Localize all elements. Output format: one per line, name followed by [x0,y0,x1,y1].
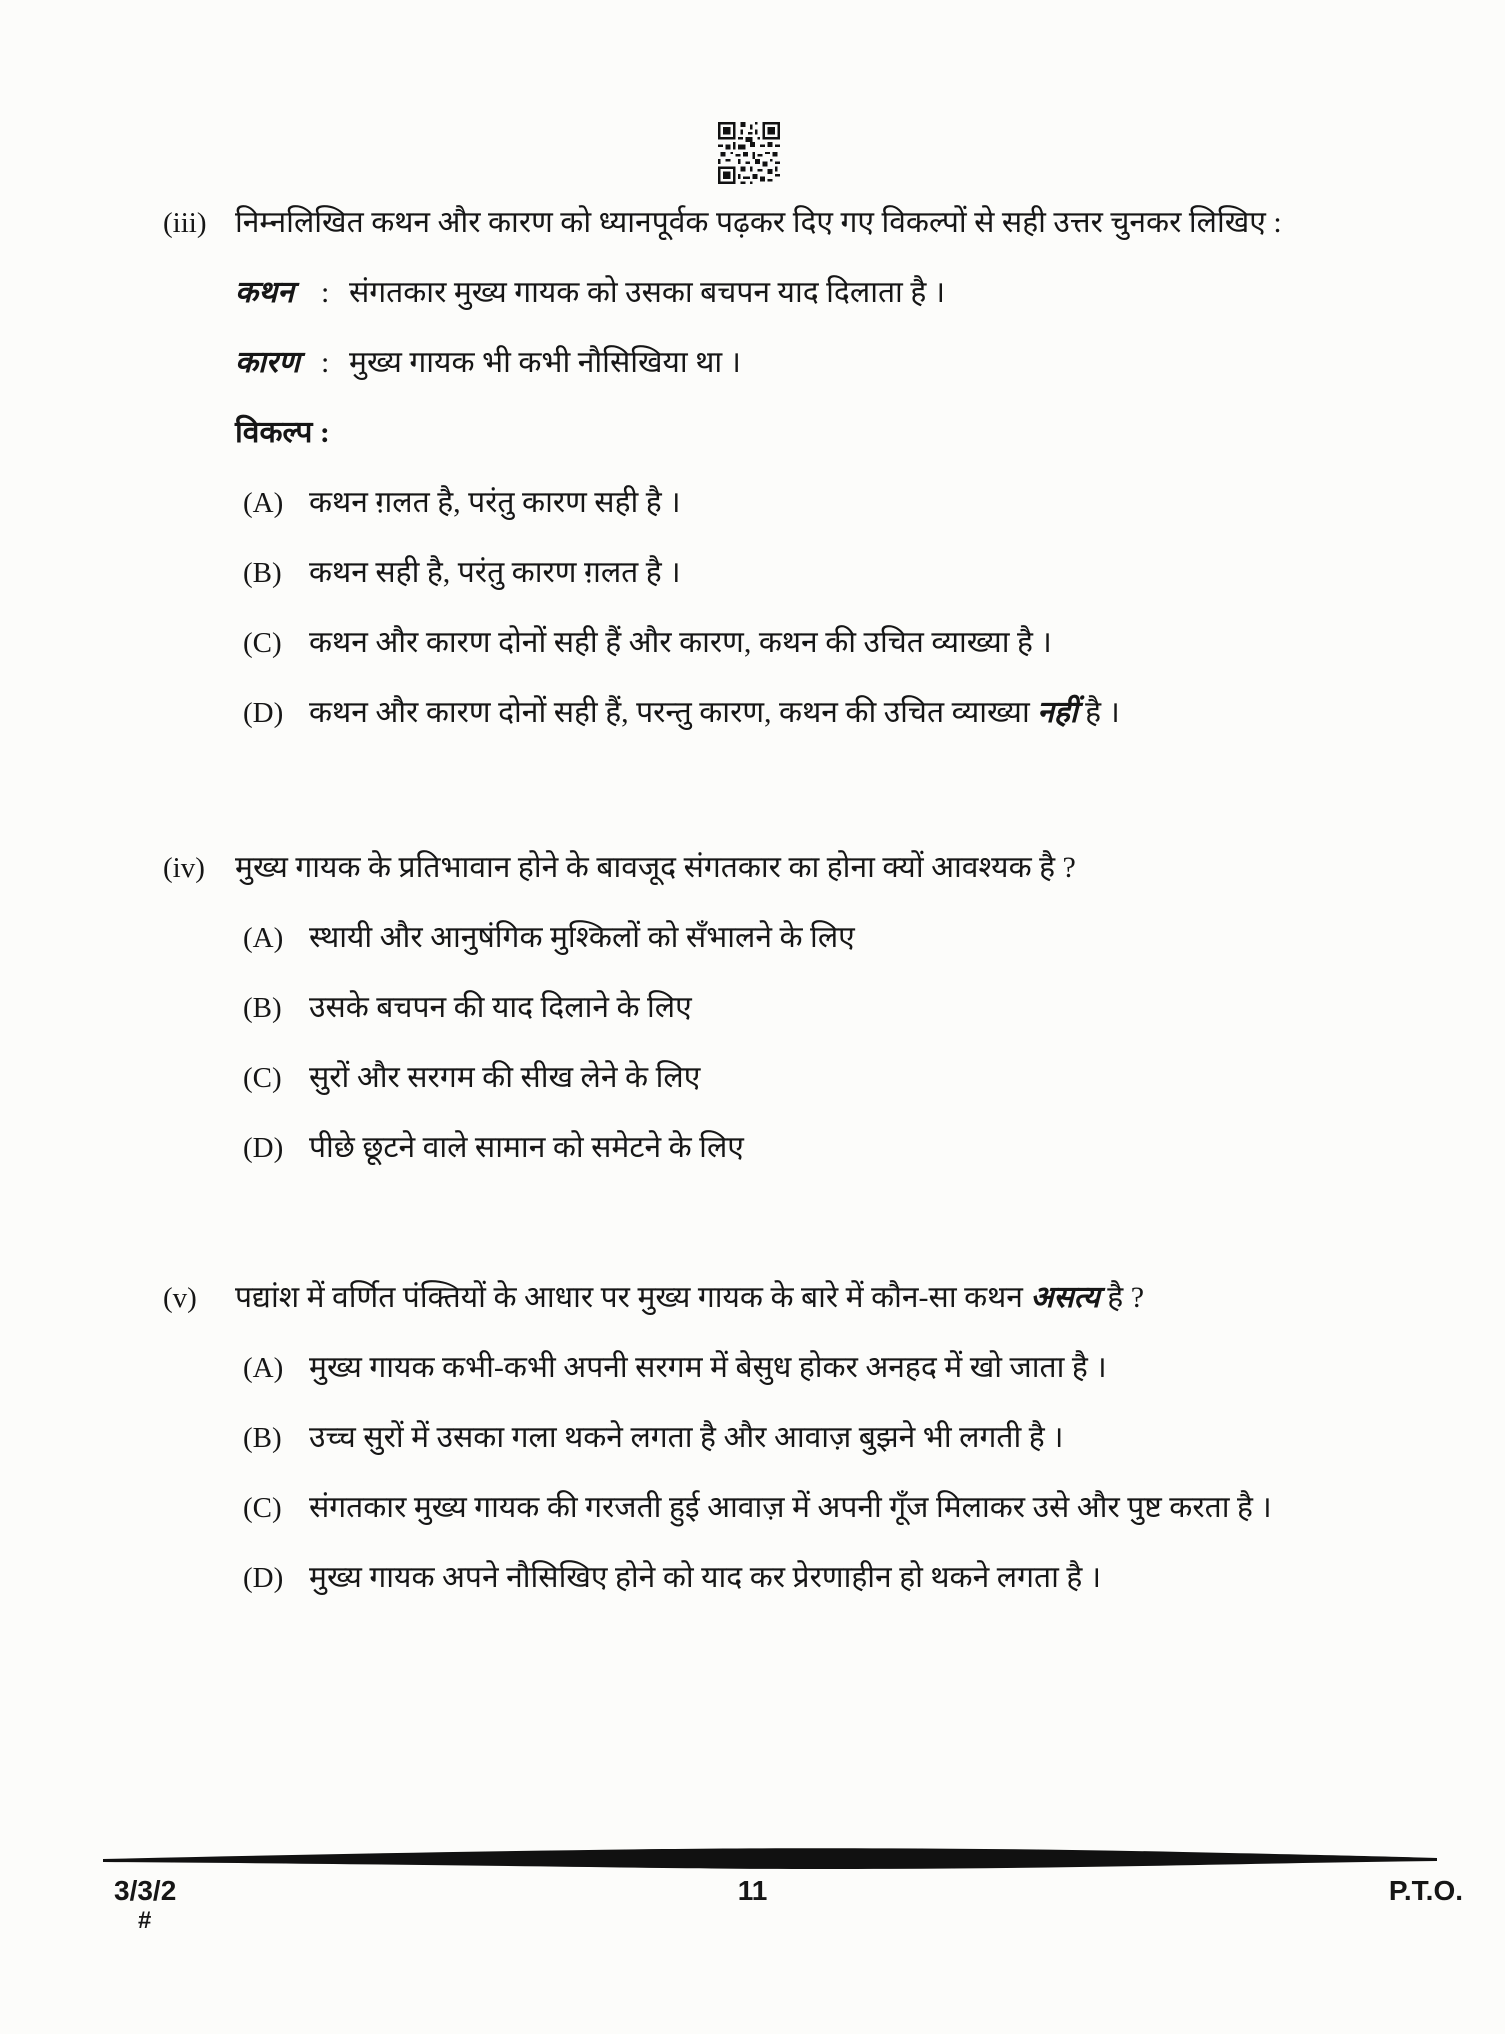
reason-line [235,328,1435,398]
question-body [235,1263,1435,1613]
option-letter: (D) [243,1562,284,1594]
option-text: मुख्य गायक अपने नौसिखिए होने को याद कर प्रेरणाहीन हो थकने लगता है । [309,1561,1102,1594]
reason-colon: : [321,346,330,379]
option-text: उच्च सुरों में उसका गला थकने लगता है और आवाज़ बुझने भी लगती है । [309,1421,1064,1454]
question-number: (iv) [163,852,205,884]
option-letter: (A) [243,922,284,954]
option-row-b [235,1403,1435,1473]
question-iv [163,833,1435,1183]
option-text: कथन और कारण दोनों सही हैं और कारण, कथन की उचित व्याख्या है । [309,626,1052,659]
option-text: स्थायी और आनुषंगिक मुश्किलों को सँभालने के लिए [309,921,855,954]
prompt-text-emphasis: असत्य [1030,1281,1100,1314]
option-letter: (B) [243,992,282,1024]
option-text-part: है । [1077,696,1120,729]
option-row-c [235,1043,1435,1113]
option-letter: (D) [243,697,284,729]
question-prompt: निम्नलिखित कथन और कारण को ध्यानपूर्वक पढ़कर दिए गए विकल्पों से सही उत्तर चुनकर लिखिए : [235,206,1282,239]
question-v [163,1263,1435,1613]
option-row-d [235,1113,1435,1183]
footer-pto-label: P.T.O. [1388,1875,1463,1906]
option-row-c [235,1473,1435,1543]
question-body [235,833,1435,1183]
footer-paper-code: 3/3/2 [114,1875,177,1906]
option-text: मुख्य गायक कभी-कभी अपनी सरगम में बेसुध होकर अनहद में खो जाता है । [309,1351,1107,1384]
assertion-label: कथन [235,276,294,309]
option-row-a [235,1333,1435,1403]
question-number: (iii) [163,207,207,239]
option-row-a [235,903,1435,973]
footer-hash-mark: # [138,1907,152,1934]
reason-text: मुख्य गायक भी कभी नौसिखिया था । [349,346,742,379]
prompt-text-part: है ? [1099,1281,1145,1314]
option-text: संगतकार मुख्य गायक की गरजती हुई आवाज़ में अपनी गूँज मिलाकर उसे और पुष्ट करता है । [309,1491,1272,1524]
option-letter: (D) [243,1132,284,1164]
options-heading: विकल्प : [235,416,330,449]
option-row-b [235,973,1435,1043]
footer-divider-rule [103,1846,1437,1872]
question-body [235,188,1435,748]
option-row-a [235,468,1435,538]
option-letter: (B) [243,557,282,589]
option-text: कथन ग़लत है, परंतु कारण सही है । [309,486,681,519]
assertion-line [235,258,1435,328]
option-text-emphasis: नहीं [1037,696,1078,729]
option-letter: (A) [243,1352,284,1384]
prompt-text-part: पद्यांश में वर्णित पंक्तियों के आधार पर मुख्य गायक के बारे में कौन-सा कथन [235,1281,1031,1314]
option-letter: (C) [243,627,282,659]
reason-label: कारण [235,346,300,379]
questions-section [163,188,1435,1613]
footer-page-number: 11 [737,1875,768,1906]
assertion-colon: : [321,276,330,309]
question-prompt [235,1263,1435,1333]
option-row-b [235,538,1435,608]
option-text: उसके बचपन की याद दिलाने के लिए [309,991,692,1024]
assertion-text: संगतकार मुख्य गायक को उसका बचपन याद दिलाता है । [349,276,946,309]
qr-code-icon [718,122,780,184]
option-text: पीछे छूटने वाले सामान को समेटने के लिए [309,1131,744,1164]
option-row-c [235,608,1435,678]
option-text-part: कथन और कारण दोनों सही हैं, परन्तु कारण, कथन की उचित व्याख्या [309,696,1038,729]
option-row-d [235,678,1435,748]
question-iii [163,188,1435,748]
option-letter: (B) [243,1422,282,1454]
option-letter: (C) [243,1492,282,1524]
option-text: कथन सही है, परंतु कारण ग़लत है । [309,556,681,589]
question-prompt: मुख्य गायक के प्रतिभावान होने के बावजूद संगतकार का होना क्यों आवश्यक है ? [235,851,1076,884]
option-letter: (A) [243,487,284,519]
option-letter: (C) [243,1062,282,1094]
option-text [309,678,1435,748]
option-text: सुरों और सरगम की सीख लेने के लिए [309,1061,701,1094]
option-row-d [235,1543,1435,1613]
question-number: (v) [163,1282,197,1314]
